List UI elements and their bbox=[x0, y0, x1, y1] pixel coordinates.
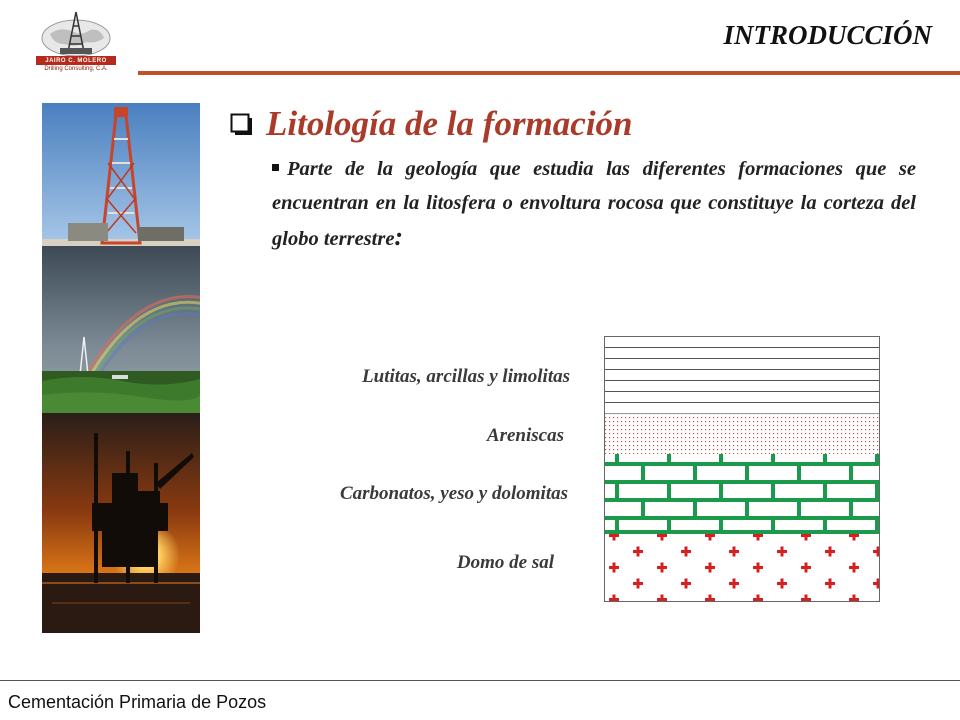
offshore-platform-sunset-photo bbox=[42, 413, 200, 633]
definition-text: Parte de la geología que estudia las diferentes formaciones que se encuentran en la litosfera o envoltura rocosa que constituye la corteza del globo terrestre bbox=[272, 158, 916, 250]
logo-company-subtitle: Drilling Consulting, C.A. bbox=[44, 66, 108, 72]
layer-areniscas bbox=[604, 414, 880, 454]
layer-carbonatos bbox=[604, 454, 880, 534]
logo-company-name: JAIRO C. MOLERO bbox=[45, 58, 107, 64]
footer-text: Cementación Primaria de Pozos bbox=[8, 692, 267, 712]
layer-label-lutitas: Lutitas, arcillas y limolitas bbox=[362, 366, 570, 387]
layer-label-domo-de-sal: Domo de sal bbox=[456, 552, 554, 573]
photo-strip bbox=[42, 103, 200, 633]
checkbox-square-icon bbox=[230, 113, 252, 135]
square-bullet-icon bbox=[272, 164, 279, 171]
section-title: Litología de la formación bbox=[266, 104, 633, 143]
header-divider bbox=[138, 71, 960, 75]
section-heading bbox=[230, 102, 633, 146]
rainbow-rig-field-photo bbox=[42, 246, 200, 413]
layer-lutitas bbox=[604, 336, 880, 414]
definition-colon: : bbox=[394, 222, 404, 251]
slide-header-title: INTRODUCCIÓN bbox=[723, 20, 932, 50]
company-logo bbox=[30, 8, 122, 74]
stratigraphic-column bbox=[604, 336, 882, 602]
definition-paragraph bbox=[272, 152, 916, 256]
layer-label-carbonatos: Carbonatos, yeso y dolomitas bbox=[339, 483, 568, 504]
derrick-globe-logo-icon bbox=[30, 8, 122, 74]
footer-divider bbox=[0, 680, 960, 681]
layer-label-areniscas: Areniscas bbox=[486, 425, 564, 446]
drilling-rig-photo bbox=[42, 103, 200, 246]
layer-domo-de-sal bbox=[604, 534, 880, 601]
